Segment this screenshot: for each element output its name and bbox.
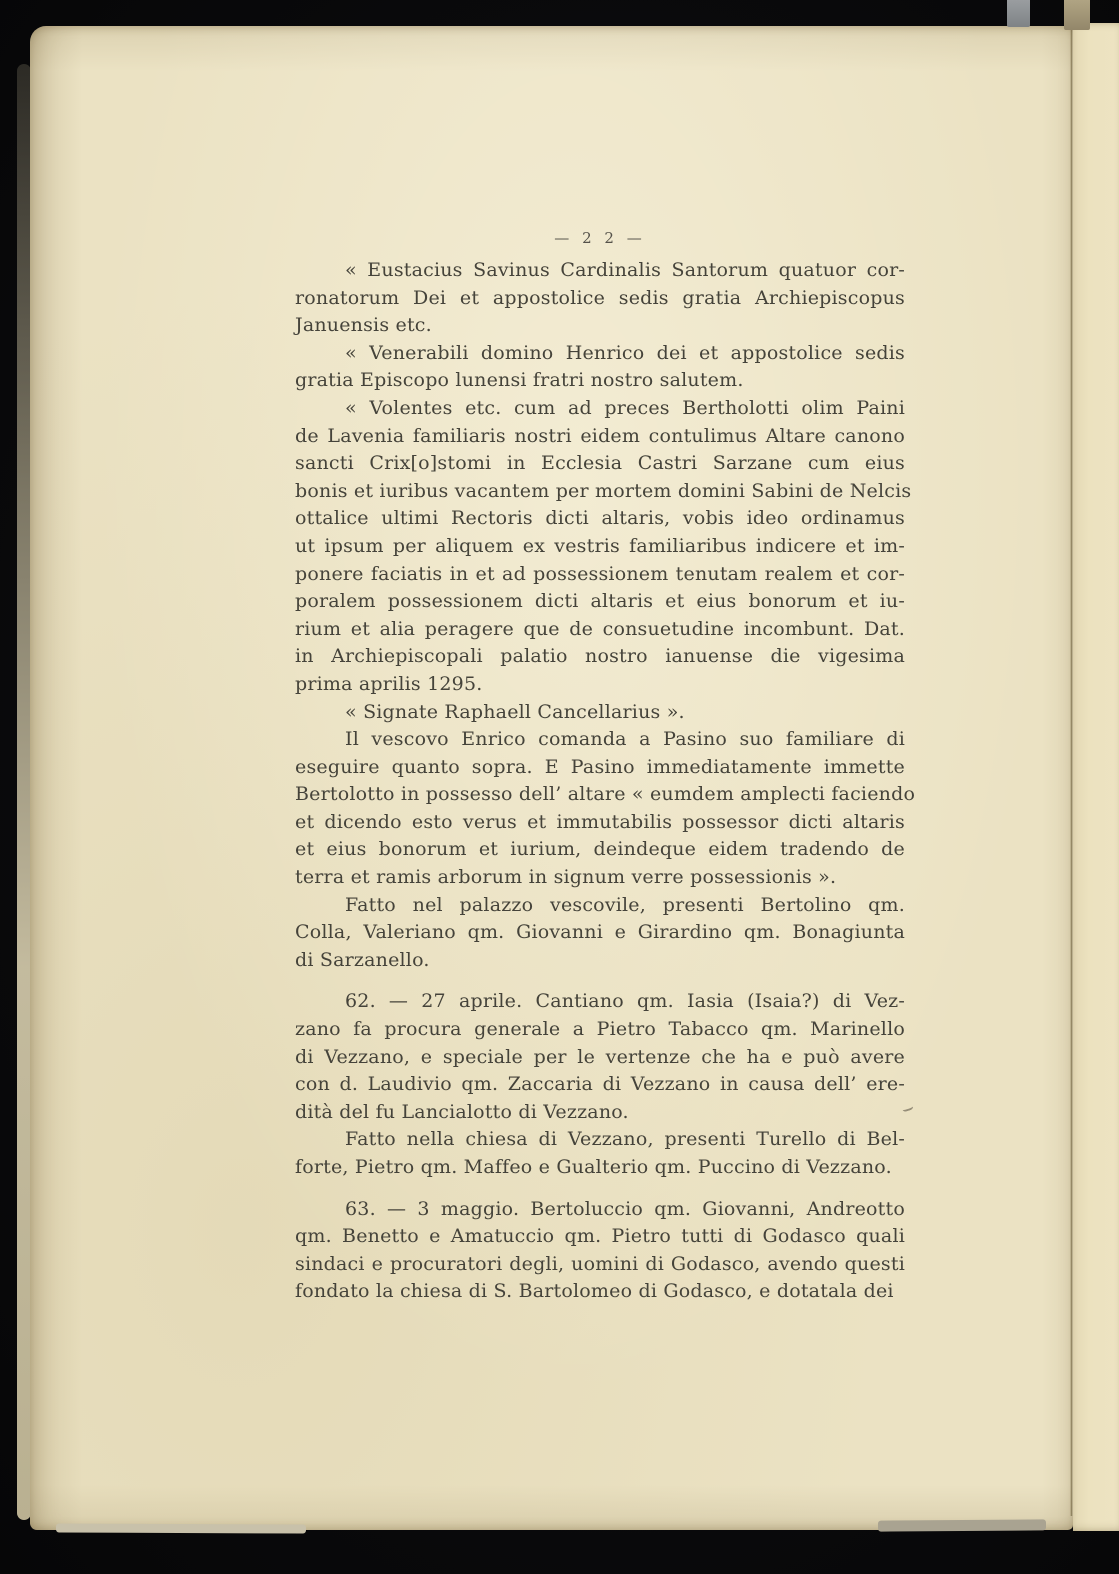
text-line: « Volentes etc. cum ad preces Bertholotti olim Paini: [345, 396, 905, 419]
text-line: di Vezzano, e speciale per le vertenze che ha e può avere: [295, 1045, 905, 1068]
page-stack-edge: [17, 64, 31, 1520]
text-line: et dicendo esto verus et immutabilis possessor dicti altaris: [295, 810, 905, 833]
text-line: gratia Episcopo lunensi fratri nostro salutem.: [295, 369, 744, 392]
text-line: sindaci e procuratori degli, uomini di Godasco, avendo questi: [295, 1252, 905, 1275]
text-line: in Archiepiscopali palatio nostro ianuense die vigesima: [295, 645, 905, 668]
paragraph: [295, 726, 916, 892]
text-line: de Lavenia familiaris nostri eidem contulimus Altare canono: [295, 424, 905, 447]
text-line: eseguire quanto sopra. E Pasino immediatamente immette: [295, 755, 905, 778]
text-line: Bertolotto in possesso dell’ altare « eumdem amplecti faciendo: [295, 783, 916, 806]
text-line: 63. — 3 maggio. Bertoluccio qm. Giovanni, Andreotto: [345, 1197, 905, 1220]
paragraph: [295, 1196, 905, 1306]
next-page-edge: [1073, 23, 1119, 1531]
text-line: Colla, Valeriano qm. Giovanni e Girardino qm. Bonagiunta: [295, 921, 905, 944]
page-crease: [1070, 24, 1073, 1516]
paragraph: [295, 699, 905, 727]
text-line: bonis et iuribus vacantem per mortem domini Sabini de Nelcis: [295, 479, 912, 502]
text-line: dità del fu Lancialotto di Vezzano.: [295, 1100, 629, 1123]
text-line: zano fa procura generale a Pietro Tabacco qm. Marinello: [295, 1018, 905, 1041]
text-line: « Signate Raphaell Cancellarius ».: [345, 700, 685, 723]
book-page: [30, 26, 1073, 1530]
text-line: prima aprilis 1295.: [295, 672, 483, 695]
text-line: fondato la chiesa di S. Bartolomeo di Godasco, e dotatala dei: [295, 1280, 894, 1303]
bottom-page-edges-right: [878, 1519, 1046, 1531]
text-line: ottalice ultimi Rectoris dicti altaris, vobis ideo ordinamus: [295, 507, 905, 530]
bookmark-tab-tan: [1064, 0, 1090, 30]
text-line: 62. — 27 aprile. Cantiano qm. Iasia (Isaia?) di Vez-: [345, 990, 905, 1013]
text-line: « Eustacius Savinus Cardinalis Santorum quatuor cor-: [345, 259, 905, 281]
text-line: qm. Benetto e Amatuccio qm. Pietro tutti di Godasco quali: [295, 1225, 905, 1248]
paragraph: [295, 340, 905, 395]
text-line: ut ipsum per aliquem ex vestris familiaribus indicere et im-: [295, 534, 905, 557]
bookmark-tab-gray: [1007, 0, 1030, 27]
text-line: Il vescovo Enrico comanda a Pasino suo familiare di: [345, 728, 905, 751]
text-line: Fatto nella chiesa di Vezzano, presenti Turello di Bel-: [345, 1128, 905, 1151]
text-line: rium et alia peragere que de consuetudine incombunt. Dat.: [295, 617, 905, 640]
text-line: Januensis etc.: [295, 314, 432, 337]
paragraph: [295, 892, 905, 975]
text-line: Fatto nel palazzo vescovile, presenti Bertolino qm.: [345, 893, 905, 916]
text-line: terra et ramis arborum in signum verre possessionis ».: [295, 866, 837, 889]
text-line: et eius bonorum et iurium, deindeque eidem tradendo de: [295, 838, 905, 861]
paragraph: [295, 395, 912, 699]
text-line: ronatorum Dei et appostolice sedis gratia Archiepiscopus: [295, 286, 905, 309]
text-line: « Venerabili domino Henrico dei et appostolice sedis: [345, 341, 905, 364]
paragraph: [295, 257, 905, 340]
bottom-page-edges-left: [56, 1523, 306, 1533]
text-line: forte, Pietro qm. Maffeo e Gualterio qm. Puccino di Vezzano.: [295, 1156, 892, 1178]
page-number: — 2 2 —: [554, 229, 646, 247]
text-line: con d. Laudivio qm. Zaccaria di Vezzano in causa dell’ ere-: [295, 1073, 905, 1096]
paragraph: [295, 1126, 905, 1181]
text-line: di Sarzanello.: [295, 948, 430, 971]
text-line: sancti Crix[o]stomi in Ecclesia Castri Sarzane cum eius: [295, 452, 905, 475]
text-block: [295, 257, 916, 1306]
paragraph: [295, 988, 905, 1126]
text-line: poralem possessionem dicti altaris et eius bonorum et iu-: [295, 590, 905, 613]
text-line: ponere faciatis in et ad possessionem tenutam realem et cor-: [295, 562, 905, 585]
